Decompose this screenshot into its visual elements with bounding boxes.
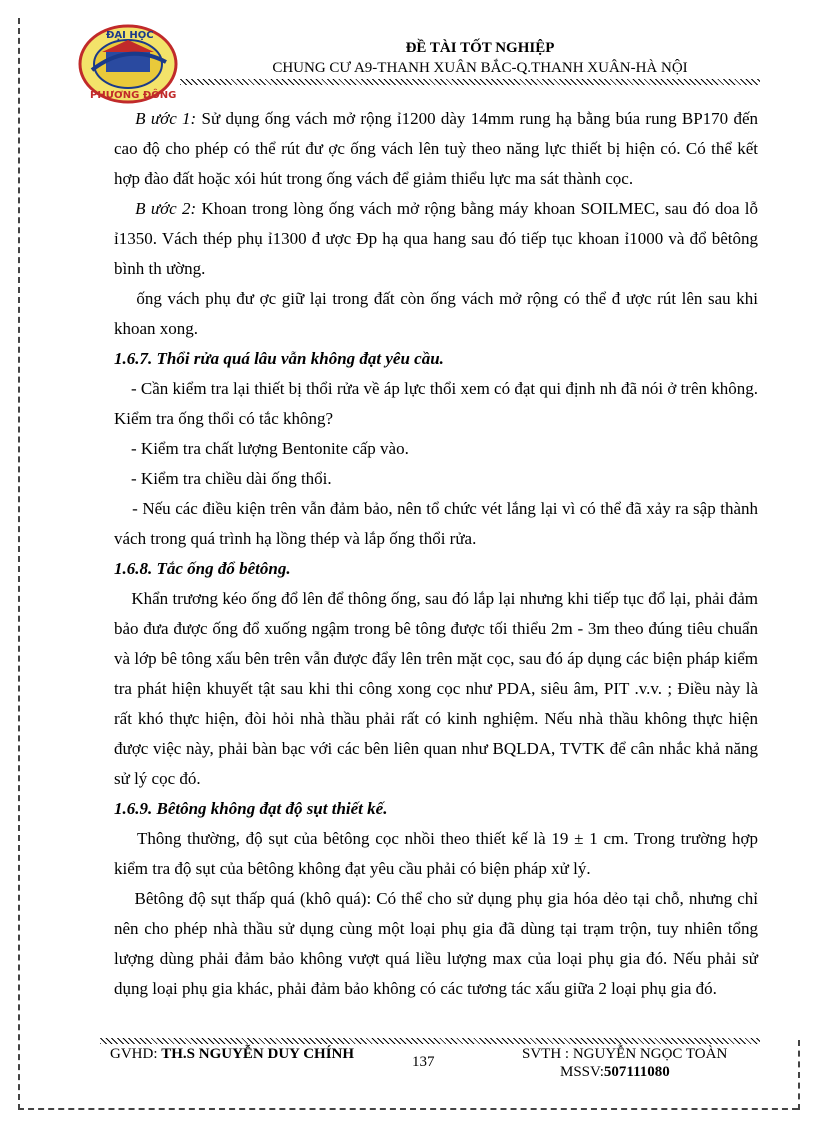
advisor	[110, 1046, 354, 1063]
student-id-value: 507111080	[603, 1064, 670, 1080]
document-body	[114, 104, 758, 1004]
section-heading: 1.6.8. Tắc ống đổ bêtông.	[114, 559, 291, 578]
student-id	[560, 1064, 670, 1081]
footer-rule	[100, 1038, 760, 1044]
paragraph-text: Khẩn trương kéo ống đổ lên để thông ống, sau đó lắp lại nhưng khi tiếp tục đổ lại, phải đảm bảo đưa được ống đổ xuống ngậm trong bê tông được tối thiểu 2m - 3m theo đúng tiêu chuẩn và lớp bê tông xấu bên trên vẫn được đẩy lên trên mặt cọc, sau đó áp dụng các biện pháp kiểm tra phát hiện khuyết tật sau khi thi công xong cọc như PDA, siêu âm, PIT .v.v. ; Điều này là rất khó thực hiện, đòi hỏi nhà thầu phải rất có kinh nghiệm. Nếu nhà thầu không thực hiện được việc này, phải bàn bạc với các bên liên quan như BQLDA, TVTK để cân nhắc khả năng sử lý cọc đó.	[114, 589, 759, 788]
section-heading: 1.6.7. Thổi rửa quá lâu vẫn không đạt yêu cầu.	[114, 349, 444, 368]
paragraph-text: - Nếu các điều kiện trên vẫn đảm bảo, nên tổ chức vét lắng lại vì có thể đã xảy ra sập thành vách trong quá trình hạ lồng thép và lắp ống thổi rửa.	[114, 499, 759, 548]
paragraph	[114, 824, 758, 884]
header-subtitle: CHUNG CƯ A9-THANH XUÂN BẮC-Q.THANH XUÂN-HÀ NỘI	[272, 60, 688, 76]
paragraph-text: - Kiểm tra chất lượng Bentonite cấp vào.	[131, 439, 409, 458]
paragraph	[114, 434, 758, 464]
paragraph-text: Bêtông độ sụt thấp quá (khô quá): Có thể cho sử dụng phụ gia hóa dẻo tại chỗ, nhưng chỉ nên cho phép nhà thầu sử dụng cùng một loại phụ gia đã dùng tại trạm trộn, tuy nhiên tổng lượng dùng phải đảm bảo không vượt quá liều lượng max của loại phụ gia đó. Nếu phải sử dụng loại phụ gia khác, phải đảm bảo không có các tương tác xấu giữa 2 loại phụ gia đó.	[114, 889, 758, 998]
header-title: ĐỀ TÀI TỐT NGHIỆP	[405, 40, 555, 56]
advisor-name: TH.S NGUYỄN DUY CHÍNH	[161, 1046, 355, 1062]
paragraph-text: ống vách phụ đư ợc giữ lại trong đất còn ống vách mở rộng có thể đ ược rút lên sau khi khoan xong.	[114, 289, 758, 338]
page-border-bottom	[18, 1108, 798, 1110]
step-label: B ước 2:	[135, 199, 197, 218]
paragraph-text: Thông thường, độ sụt của bêtông cọc nhồi theo thiết kế là 19 ± 1 cm. Trong trường hợp kiểm tra độ sụt của bêtông không đạt yêu cầu phải có biện pháp xử lý.	[114, 829, 759, 878]
paragraph	[114, 374, 758, 434]
paragraph	[114, 464, 758, 494]
paragraph	[114, 284, 758, 344]
step-text: Sử dụng ống vách mở rộng ỉ1200 dày 14mm rung hạ bằng búa rung BP170 đến cao độ cho phép có thể rút đư ợc ống vách lên tuỳ theo năng lực thiết bị hiện có. Có thể kết hợp đào đất hoặc xói hút trong ống vách để giảm thiểu lực ma sát thành cọc.	[114, 109, 759, 188]
student-id-label: MSSV:	[560, 1064, 604, 1080]
step-label: B ước 1:	[135, 109, 197, 128]
advisor-label: GVHD:	[110, 1046, 162, 1062]
university-logo	[76, 22, 180, 106]
paragraph	[114, 584, 758, 794]
paragraph-text: - Cần kiểm tra lại thiết bị thổi rửa về áp lực thổi xem có đạt qui định nh đã nói ở trên không. Kiểm tra ống thổi có tắc không?	[114, 379, 758, 428]
step-text: Khoan trong lòng ống vách mở rộng bằng máy khoan SOILMEC, sau đó doa lỗ ỉ1350. Vách thép phụ ỉ1300 đ ược Đp hạ qua hang sau đó tiếp tục khoan ỉ1000 và đổ bêtông bình th ường.	[114, 199, 759, 278]
paragraph	[114, 104, 758, 194]
section-heading: 1.6.9. Bêtông không đạt độ sụt thiết kế.	[114, 799, 388, 818]
student: SVTH : NGUYỄN NGỌC TOÀN	[522, 1046, 728, 1062]
paragraph-text: - Kiểm tra chiều dài ống thổi.	[131, 469, 332, 488]
logo-text-top: ĐẠI HỌC	[106, 30, 154, 41]
paragraph	[114, 494, 758, 554]
page-number: 137	[412, 1054, 435, 1070]
paragraph	[114, 194, 758, 284]
page-border-left	[18, 18, 20, 1110]
logo-text-bottom: PHƯƠNG ĐÔNG	[90, 90, 177, 101]
page-border-right	[798, 1040, 800, 1110]
header-rule	[180, 79, 760, 85]
paragraph	[114, 884, 758, 1004]
